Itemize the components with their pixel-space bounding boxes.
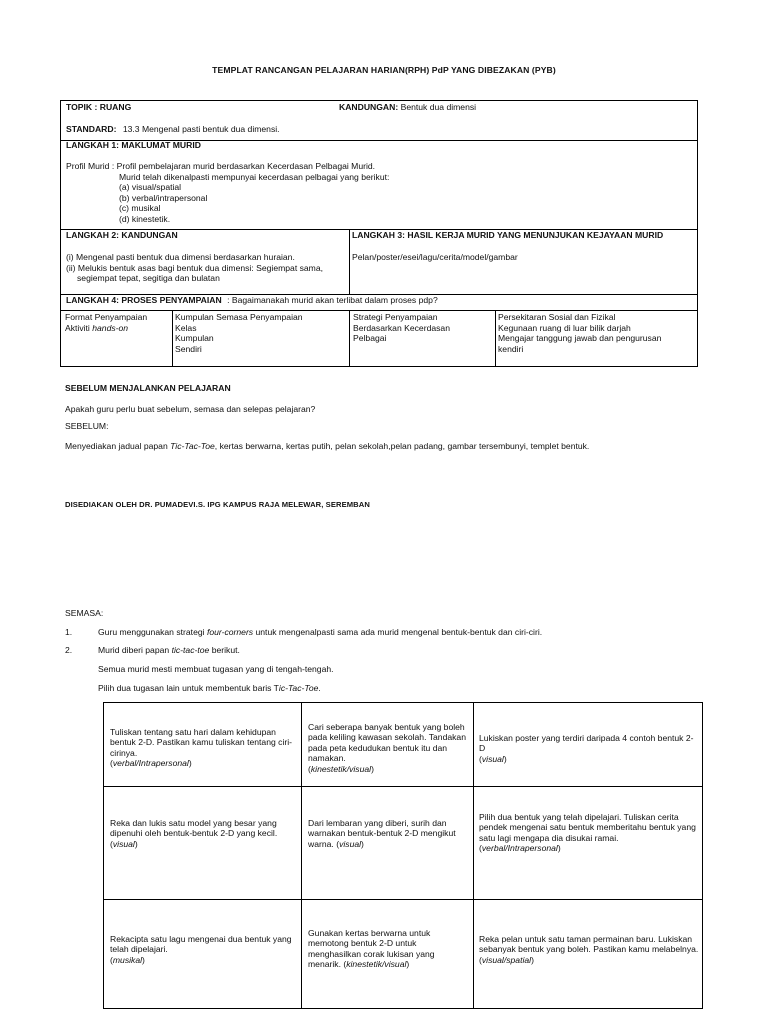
sebelum-label: SEBELUM:: [65, 421, 109, 431]
persekitaran-item: Kegunaan ruang di luar bilik darjah: [498, 322, 631, 333]
langkah4-col-strategi: [353, 312, 450, 344]
langkah3-heading: LANGKAH 3: HASIL KERJA MURID YANG MENUNJUKAN KEJAYAAN MURID: [352, 230, 664, 240]
cell-intelligence-tag: (musikal): [110, 954, 145, 965]
cell-task-text: Pilih dua bentuk yang telah dipelajari. Tuliskan cerita pendek mengenai satu bentuk memberitahu bentuk yang satu lagi mengapa dia disukai ramai.: [479, 812, 696, 843]
langkah1-item: (c) musikal: [119, 203, 161, 214]
langkah4-heading: LANGKAH 4: PROSES PENYAMPAIAN: [66, 295, 222, 305]
cell-intelligence-tag: (visual): [110, 838, 138, 849]
standard-value: 13.3 Mengenal pasti bentuk dua dimensi.: [122, 124, 280, 134]
cell-task-text: Dari lembaran yang diberi, surih dan warnakan bentuk-bentuk 2-D mengikut warna.: [308, 818, 456, 849]
topik-label: TOPIK :: [66, 102, 98, 112]
col-divider: [349, 229, 350, 294]
column-header: Format Penyampaian: [65, 312, 148, 322]
semasa-item-2: 2. Murid diberi papan tic-tac-toe berikut.: [65, 645, 240, 655]
langkah3-value: Pelan/poster/esei/lagu/cerita/model/gambar: [352, 252, 518, 262]
tic-tac-toe-cell: [308, 818, 468, 849]
board-row-divider: [104, 786, 702, 787]
cell-intelligence-tag: (visual): [336, 838, 364, 849]
cell-intelligence-tag: (verbal/Intrapersonal): [110, 758, 192, 769]
col-divider: [495, 310, 496, 367]
semasa-item-1: 1. Guru menggunakan strategi four-corners untuk mengenalpasti sama ada murid mengenal bentuk-bentuk dan ciri-ciri.: [65, 627, 543, 637]
langkah2-item: (ii) Melukis bentuk asas bagi bentuk dua dimensi: Segiempat sama,: [66, 262, 323, 273]
langkah1-item: (b) verbal/intrapersonal: [119, 192, 208, 203]
cell-intelligence-tag: (visual/spatial): [479, 954, 534, 965]
prepared-by: DISEDIAKAN OLEH DR. PUMADEVI.S. IPG KAMPUS RAJA MELEWAR, SEREMBAN: [65, 500, 370, 509]
cell-intelligence-tag: (kinestetik/visual): [343, 959, 410, 970]
cell-task-text: Lukiskan poster yang terdiri daripada 4 contoh bentuk 2-D: [479, 733, 694, 754]
col-divider: [349, 310, 350, 367]
persekitaran-item: Mengajar tanggung jawab dan pengurusan: [498, 333, 662, 344]
standard-field: [66, 124, 280, 135]
tic-tac-toe-cell: [110, 727, 295, 769]
kumpulan-item: Kelas: [175, 322, 197, 333]
langkah4-question: : Bagaimanakah murid akan terlibat dalam proses pdp?: [227, 295, 438, 305]
page-title: TEMPLAT RANCANGAN PELAJARAN HARIAN(RPH) PdP YANG DIBEZAKAN (PYB): [212, 65, 556, 75]
board-col-divider: [301, 703, 302, 1008]
langkah4-col-format: [65, 312, 147, 333]
topik-value: RUANG: [99, 102, 132, 112]
cell-intelligence-tag: (verbal/Intrapersonal): [479, 843, 561, 854]
kandungan-label: KANDUNGAN:: [339, 102, 399, 112]
board-col-divider: [473, 703, 474, 1008]
langkah2-heading: LANGKAH 2: KANDUNGAN: [66, 230, 178, 240]
sebelum-question: Apakah guru perlu buat sebelum, semasa dan selepas pelajaran?: [65, 404, 316, 414]
standard-label: STANDARD:: [66, 124, 117, 134]
langkah1-item: (d) kinestetik.: [119, 213, 171, 224]
cell-task-text: Reka pelan untuk satu taman permainan baru. Lukiskan sebanyak bentuk yang boleh. Pastikan kamu melabelnya.: [479, 934, 699, 955]
sebelum-text: Menyediakan jadual papan Tic-Tac-Toe, kertas berwarna, kertas putih, pelan sekolah,pelan padang, gambar tersembunyi, templet bentuk.: [65, 441, 590, 451]
semasa-label: SEMASA:: [65, 608, 104, 618]
tic-tac-toe-cell: [479, 812, 699, 854]
langkah2-item: segiempat tepat, segitiga dan bulatan: [77, 273, 220, 284]
tic-tac-toe-cell: [110, 818, 295, 849]
cell-task-text: Gunakan kertas berwarna untuk memotong bentuk 2-D untuk menghasilkan corak lukisan yang menarik.: [308, 928, 435, 970]
langkah4-col-persekitaran: [498, 312, 661, 354]
semasa-note-2: Pilih dua tugasan lain untuk membentuk baris Tic-Tac-Toe.: [98, 683, 321, 693]
kandungan-field: [339, 102, 476, 113]
persekitaran-item: kendiri: [498, 343, 524, 354]
board-row-divider: [104, 899, 702, 900]
format-value: Aktiviti hands-on: [65, 322, 129, 333]
tic-tac-toe-cell: [308, 928, 468, 970]
cell-intelligence-tag: (visual): [479, 753, 507, 764]
cell-task-text: Tuliskan tentang satu hari dalam kehidupan bentuk 2-D. Pastikan kamu tuliskan tentang ciri-cirinya.: [110, 727, 292, 758]
tic-tac-toe-cell: [110, 934, 295, 965]
column-header: Kumpulan Semasa Penyampaian: [175, 312, 303, 322]
sebelum-heading: SEBELUM MENJALANKAN PELAJARAN: [65, 383, 231, 393]
col-divider: [172, 310, 173, 367]
cell-intelligence-tag: (kinestetik/visual): [308, 763, 374, 774]
cell-task-text: Cari seberapa banyak bentuk yang boleh pada keliling kawasan sekolah. Tandakan pada peta kedudukan bentuk itu dan namakan.: [308, 722, 466, 764]
column-header: Strategi Penyampaian: [353, 312, 438, 322]
cell-task-text: Reka dan lukis satu model yang besar yang dipenuhi oleh bentuk-bentuk 2-D yang kecil.: [110, 818, 278, 839]
row-divider: [61, 310, 697, 311]
langkah1-heading: LANGKAH 1: MAKLUMAT MURID: [66, 140, 201, 150]
langkah2-body: [66, 252, 323, 284]
langkah4-heading-row: [66, 295, 438, 306]
langkah1-item: (a) visual/spatial: [119, 182, 182, 193]
strategi-item: Pelbagai: [353, 333, 387, 344]
langkah1-line: Murid telah dikenalpasti mempunyai kecerdasan pelbagai yang berikut:: [119, 171, 390, 182]
kumpulan-item: Sendiri: [175, 343, 202, 354]
langkah2-item: (i) Mengenal pasti bentuk dua dimensi berdasarkan huraian.: [66, 252, 295, 262]
rph-table: [60, 100, 698, 367]
tic-tac-toe-cell: [308, 722, 468, 774]
semasa-note-1: Semua murid mesti membuat tugasan yang di tengah-tengah.: [98, 664, 334, 674]
langkah4-col-kumpulan: [175, 312, 303, 354]
cell-task-text: Rekacipta satu lagu mengenai dua bentuk yang telah dipelajari.: [110, 934, 292, 955]
langkah1-body: [66, 161, 389, 225]
kumpulan-item: Kumpulan: [175, 333, 214, 344]
strategi-item: Berdasarkan Kecerdasan: [353, 322, 450, 333]
tic-tac-toe-cell: [479, 934, 699, 965]
tic-tac-toe-cell: [479, 733, 699, 764]
tic-tac-toe-board: [103, 702, 703, 1009]
langkah1-line: Profil Murid : Profil pembelajaran murid berdasarkan Kecerdasan Pelbagai Murid.: [66, 161, 376, 171]
kandungan-value: Bentuk dua dimensi: [400, 102, 477, 112]
column-header: Persekitaran Sosial dan Fizikal: [498, 312, 616, 322]
topik-field: [66, 102, 131, 113]
